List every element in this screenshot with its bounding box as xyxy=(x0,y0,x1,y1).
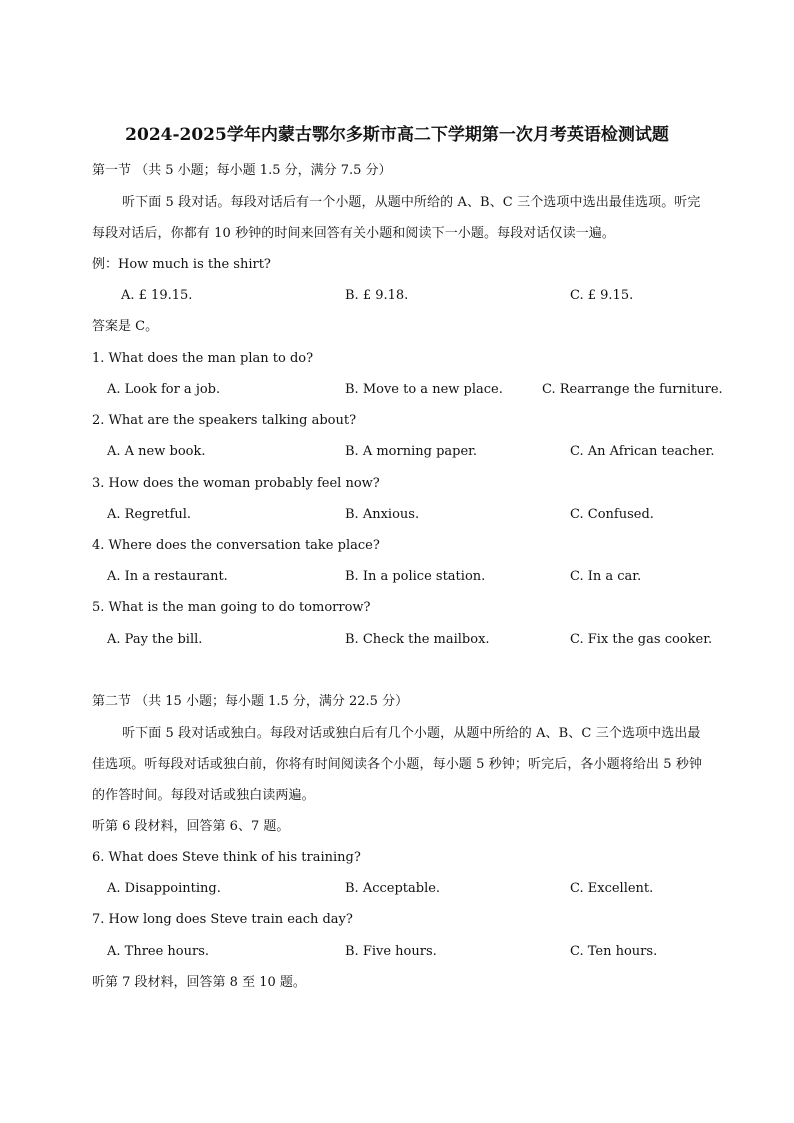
section2-instructions: 听下面 5 段对话或独白。每段对话或独白后有几个小题，从题中所给的 A、B、C 三个选项中选出最佳选项。听每段对话或独白前，你将有时间阅读各个小题，每小题 5 秒钟；听完后，各小题将给出 5 秒钟的作答时间。每段对话或独白读两遍。 xyxy=(92,726,703,803)
q2-option-a: A. A new book. xyxy=(107,444,206,459)
q1-option-a: A. Look for a job. xyxy=(107,382,221,397)
q2-option-c: C. An African teacher. xyxy=(570,444,715,459)
question-4: 4. Where does the conversation take place? xyxy=(92,538,380,553)
example-option-c: C. £ 9.15. xyxy=(570,288,634,303)
q6-option-b: B. Acceptable. xyxy=(345,881,441,896)
section2-heading: 第二节 （共 15 小题；每小题 1.5 分，满分 22.5 分） xyxy=(92,694,409,709)
question-3: 3. How does the woman probably feel now? xyxy=(92,476,380,491)
q2-option-b: B. A morning paper. xyxy=(345,444,478,459)
page-title: 2024-2025学年内蒙古鄂尔多斯市高二下学期第一次月考英语检测试题 xyxy=(125,125,669,145)
q5-option-a: A. Pay the bill. xyxy=(107,632,203,647)
q4-option-a: A. In a restaurant. xyxy=(107,569,228,584)
question-7: 7. How long does Steve train each day? xyxy=(92,912,353,927)
section1-instructions: 听下面 5 段对话。每段对话后有一个小题，从题中所给的 A、B、C 三个选项中选出最佳选项。听完每段对话后，你都有 10 秒钟的时间来回答有关小题和阅读下一小题。每段对话仅读一遍。 xyxy=(92,195,701,241)
example-option-b: B. £ 9.18. xyxy=(345,288,409,303)
q7-option-a: A. Three hours. xyxy=(107,944,210,959)
question-1: 1. What does the man plan to do? xyxy=(92,351,314,366)
example-answer: 答案是 C。 xyxy=(92,319,159,334)
q4-option-b: B. In a police station. xyxy=(345,569,486,584)
question-6: 6. What does Steve think of his training? xyxy=(92,850,361,865)
q6-option-a: A. Disappointing. xyxy=(107,881,221,896)
q1-option-c: C. Rearrange the furniture. xyxy=(542,382,723,397)
example-question: 例：How much is the shirt? xyxy=(92,257,271,272)
material-7-note: 听第 7 段材料，回答第 8 至 10 题。 xyxy=(92,975,306,990)
question-2: 2. What are the speakers talking about? xyxy=(92,413,357,428)
material-6-note: 听第 6 段材料，回答第 6、7 题。 xyxy=(92,819,290,834)
q5-option-b: B. Check the mailbox. xyxy=(345,632,490,647)
example-option-a: A. £ 19.15. xyxy=(121,288,193,303)
q3-option-b: B. Anxious. xyxy=(345,507,420,522)
q3-option-c: C. Confused. xyxy=(570,507,654,522)
q1-option-b: B. Move to a new place. xyxy=(345,382,503,397)
section1-heading: 第一节 （共 5 小题；每小题 1.5 分，满分 7.5 分） xyxy=(92,163,392,178)
q3-option-a: A. Regretful. xyxy=(107,507,192,522)
q5-option-c: C. Fix the gas cooker. xyxy=(570,632,713,647)
q4-option-c: C. In a car. xyxy=(570,569,642,584)
q7-option-c: C. Ten hours. xyxy=(570,944,658,959)
question-5: 5. What is the man going to do tomorrow? xyxy=(92,600,371,615)
q6-option-c: C. Excellent. xyxy=(570,881,654,896)
q7-option-b: B. Five hours. xyxy=(345,944,437,959)
